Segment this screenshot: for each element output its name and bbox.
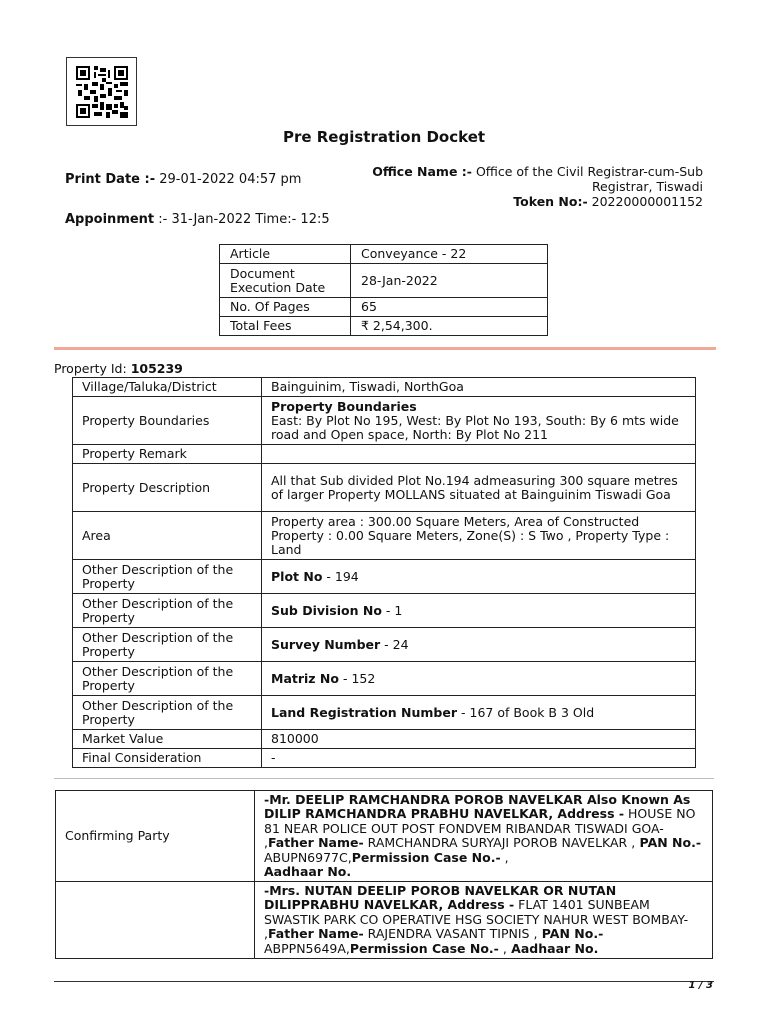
row-key: Property Remark: [73, 445, 262, 464]
table-row: [73, 445, 696, 464]
table-row: [73, 749, 696, 768]
print-date-value: 29-01-2022 04:57 pm: [159, 172, 302, 187]
party-details: [255, 882, 713, 959]
boundaries-text: East: By Plot No 195, West: By Plot No 193, South: By 6 mts wide road and Open space, North: By Plot No 211: [271, 412, 679, 442]
row-key: Other Description of the Property: [73, 628, 262, 662]
permission-value: ,: [498, 940, 507, 956]
other-value: - 152: [338, 670, 376, 686]
party-table: [55, 790, 713, 959]
row-value: All that Sub divided Plot No.194 admeasuring 300 square metres of larger Property MOLLANS situated at Bainguinim Tiswadi Goa: [262, 464, 696, 512]
summary-key: No. Of Pages: [220, 298, 351, 317]
party-details: [255, 791, 713, 882]
token-value: 20220000001152: [591, 194, 703, 209]
father-label: Father Name-: [267, 926, 364, 942]
section-divider: [54, 778, 714, 779]
row-key: Village/Taluka/District: [73, 378, 262, 397]
office-value-line1: Office of the Civil Registrar-cum-Sub: [475, 164, 703, 179]
appointment: [65, 212, 330, 227]
other-label: Sub Division No: [271, 602, 382, 618]
address-label: , Address -: [438, 897, 515, 913]
property-id-label: Property Id:: [54, 361, 127, 376]
summary-row: [220, 245, 548, 264]
other-value: - 1: [381, 602, 403, 618]
office-value-line2: Registrar, Tiswadi: [591, 179, 703, 194]
page-number: 1 / 3: [688, 980, 713, 991]
row-value: [262, 662, 696, 696]
father-value: RAMCHANDRA SURYAJI POROB NAVELKAR ,: [363, 835, 636, 850]
property-id: [54, 361, 183, 376]
table-row: [73, 397, 696, 445]
party-name: -Mrs. NUTAN DEELIP POROB NAVELKAR OR NUTAN DILIPPRABHU NAVELKAR: [264, 882, 617, 913]
qr-code-icon: [76, 66, 128, 118]
row-key: Property Description: [73, 464, 262, 512]
pan-value: ABUPN6977C,: [264, 849, 352, 865]
other-label: Survey Number: [271, 636, 381, 652]
pan-label: PAN No.-: [635, 835, 702, 850]
summary-row: [220, 264, 548, 298]
row-key: Final Consideration: [73, 749, 262, 768]
permission-value: ,: [500, 849, 509, 865]
row-value: 810000: [262, 730, 696, 749]
address-label: , Address -: [548, 806, 625, 821]
summary-value: 65: [351, 298, 548, 317]
row-key: Other Description of the Property: [73, 560, 262, 594]
other-value: - 194: [322, 568, 359, 584]
section-divider: [54, 347, 716, 350]
row-key: Other Description of the Property: [73, 662, 262, 696]
summary-value: Conveyance - 22: [351, 245, 548, 264]
row-value: Bainguinim, Tiswadi, NorthGoa: [262, 378, 696, 397]
father-value: RAJENDRA VASANT TIPNIS ,: [363, 926, 538, 942]
row-key: Other Description of the Property: [73, 594, 262, 628]
page-title: Pre Registration Docket: [282, 128, 486, 146]
row-key: Market Value: [73, 730, 262, 749]
summary-value: 28-Jan-2022: [351, 264, 548, 298]
property-table: [72, 377, 696, 768]
property-id-value: 105239: [130, 361, 183, 376]
address-value: FLAT 1401 SUNBEAM SWASTIK PARK CO OPERATIVE HSG SOCIETY NAHUR WEST BOMBAY- ,: [264, 897, 689, 942]
pan-label: PAN No.-: [537, 926, 604, 942]
other-label: Plot No: [271, 568, 323, 584]
office-label: Office Name :-: [372, 164, 472, 179]
row-value: [262, 560, 696, 594]
summary-key: Article: [220, 245, 351, 264]
party-row: [56, 882, 713, 959]
row-key: Area: [73, 512, 262, 560]
row-value: Property area : 300.00 Square Meters, Area of Constructed Property : 0.00 Square Meters, Zone(S) : S Two , Property Type : Land: [262, 512, 696, 560]
footer-divider: [54, 981, 714, 982]
other-value: - 167 of Book B 3 Old: [457, 704, 595, 720]
party-role: Confirming Party: [56, 791, 255, 882]
table-row: [73, 464, 696, 512]
print-date-label: Print Date :-: [65, 172, 156, 187]
row-key: Other Description of the Property: [73, 696, 262, 730]
row-value: -: [262, 749, 696, 768]
party-name: -Mr. DEELIP RAMCHANDRA POROB NAVELKAR Also Known As DILIP RAMCHANDRA PRABHU NAVELKAR: [264, 791, 691, 821]
other-value: - 24: [380, 636, 409, 652]
boundaries-heading: Property Boundaries: [271, 398, 417, 414]
summary-row: [220, 298, 548, 317]
appointment-value: :- 31-Jan-2022 Time:- 12:5: [158, 212, 330, 227]
table-row: [73, 730, 696, 749]
qr-code: [66, 57, 137, 126]
permission-label: Permission Case No.-: [351, 849, 501, 865]
row-value: [262, 628, 696, 662]
other-label: Matriz No: [271, 670, 339, 686]
row-value: [262, 594, 696, 628]
summary-key: Document Execution Date: [220, 264, 351, 298]
summary-table: [219, 244, 548, 336]
aadhaar-label: Aadhaar No.: [506, 940, 599, 956]
table-row: [73, 512, 696, 560]
row-key: Property Boundaries: [73, 397, 262, 445]
aadhaar-label: Aadhaar No.: [264, 864, 352, 879]
row-value: [262, 696, 696, 730]
table-row: [73, 560, 696, 594]
table-row: [73, 662, 696, 696]
office-block: [323, 164, 703, 209]
address-value: HOUSE NO 81 NEAR POLICE OUT POST FONDVEM RIBANDAR TISWADI GOA- ,: [264, 806, 696, 850]
appointment-label: Appoinment: [65, 212, 155, 227]
father-label: Father Name-: [267, 835, 364, 850]
table-row: [73, 696, 696, 730]
token-label: Token No:-: [513, 194, 588, 209]
table-row: [73, 628, 696, 662]
other-label: Land Registration Number: [271, 704, 458, 720]
party-row: [56, 791, 713, 882]
summary-value: ₹ 2,54,300.: [351, 317, 548, 336]
permission-label: Permission Case No.-: [349, 940, 499, 956]
party-role-empty: [56, 882, 255, 959]
row-value: [262, 445, 696, 464]
pan-value: ABPPN5649A,: [264, 940, 350, 956]
table-row: [73, 378, 696, 397]
print-date: [65, 172, 301, 187]
table-row: [73, 594, 696, 628]
summary-key: Total Fees: [220, 317, 351, 336]
summary-row: [220, 317, 548, 336]
row-value: [262, 397, 696, 445]
